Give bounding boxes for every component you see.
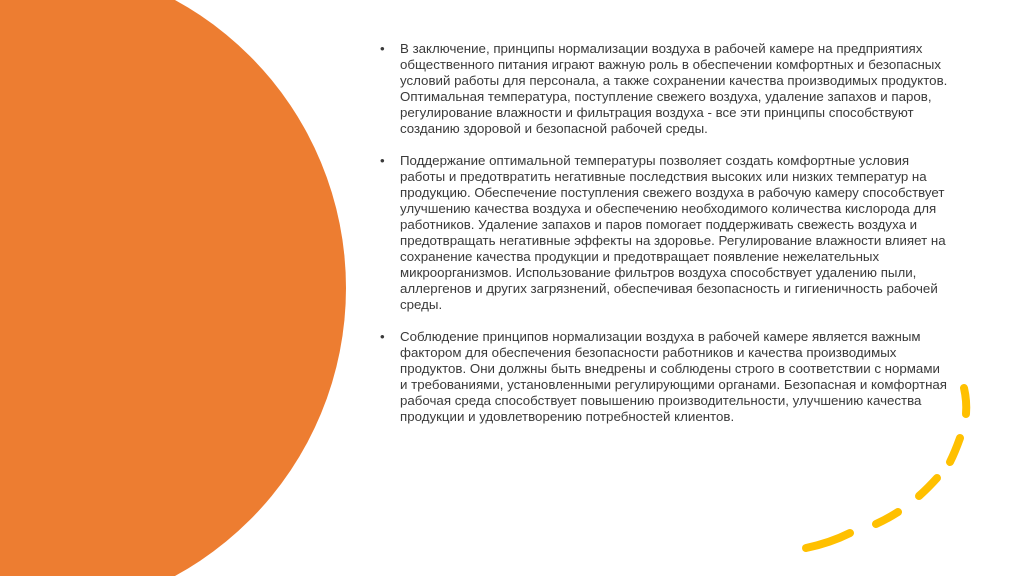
bullet-list <box>380 41 950 441</box>
arc-dash <box>876 512 898 524</box>
bullet-conclusion: • В заключение, принципы нормализации воздуха в рабочей камере на предприятиях общественного питания играют важную роль в обеспечении комфортных и безопасных условий работы для персонала, а также сохранении качества производимых продуктов. Оптимальная температура, поступление свежего воздуха, удаление запахов и паров, регулирование влажности и фильтрация воздуха - все эти принципы способствуют созданию здоровой и безопасной рабочей среды. <box>380 41 950 137</box>
arc-dash <box>964 388 966 414</box>
orange-circle-shape <box>0 0 346 576</box>
arc-dash <box>806 533 850 548</box>
arc-dash <box>919 478 937 496</box>
bullet-compliance: • Соблюдение принципов нормализации воздуха в рабочей камере является важным фактором для обеспечения безопасности работников и качества производимых продуктов. Они должны быть внедрены и соблюдены строго в соответствии с нормами и требованиями, установленными регулирующими органами. Безопасная и комфортная рабочая среда способствует повышению производительности, улучшению качества продукции и удовлетворению потребностей клиентов. <box>380 329 950 425</box>
arc-dash <box>950 438 960 462</box>
bullet-temperature: • Поддержание оптимальной температуры позволяет создать комфортные условия работы и предотвратить негативные последствия высоких или низких температур на продукцию. Обеспечение поступления свежего воздуха в рабочую камеру способствует улучшению качества воздуха и обеспечению необходимого количества кислорода для работников. Удаление запахов и паров помогает поддерживать свежесть воздуха и предотвращать негативные эффекты на здоровье. Регулирование влажности влияет на сохранение качества продукции и предотвращает появление нежелательных микроорганизмов. Использование фильтров воздуха способствует удалению пыли, аллергенов и других загрязнений, обеспечивая безопасность и гигиеничность рабочей среды. <box>380 153 950 313</box>
